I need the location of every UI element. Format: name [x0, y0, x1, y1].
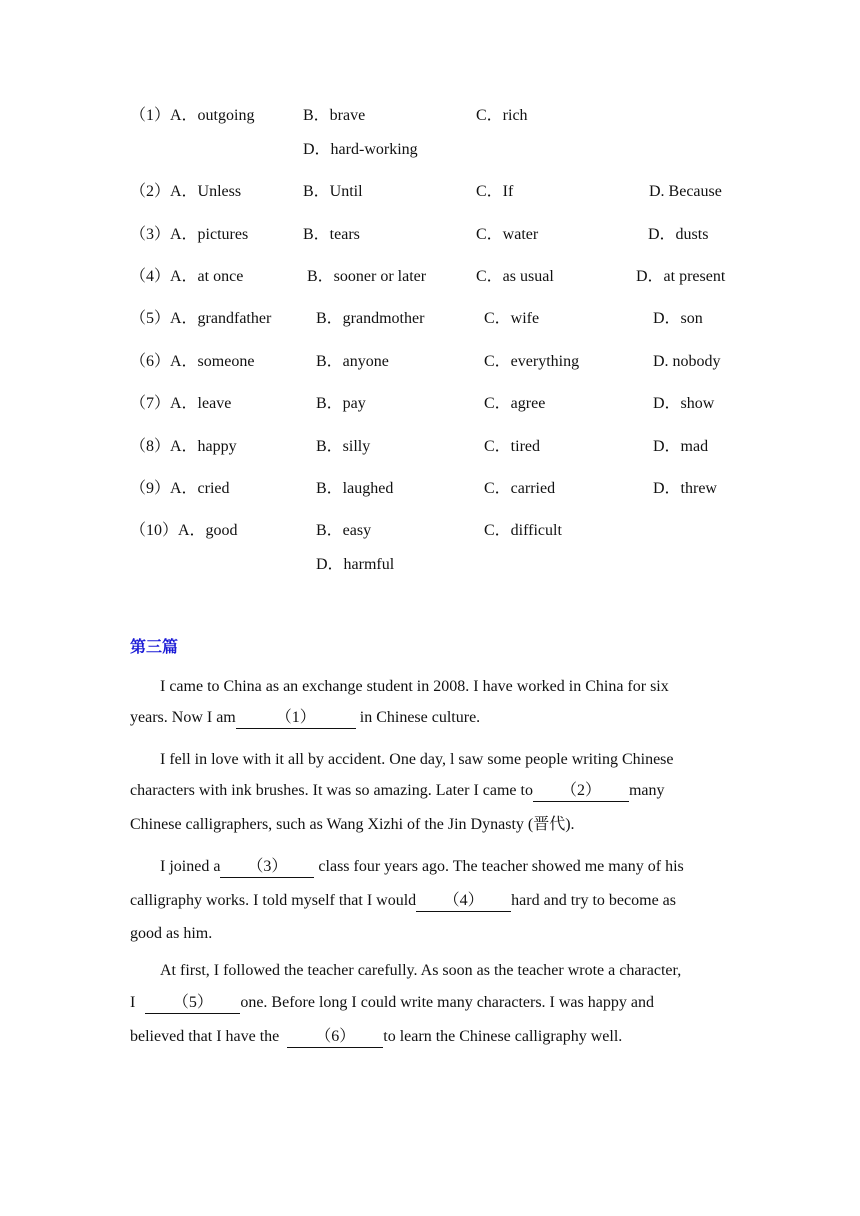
- passage-text: calligraphy works. I told myself that I would: [130, 892, 417, 909]
- passage-line: [130, 889, 676, 913]
- option-a: （9）A．cried: [130, 480, 230, 497]
- passage-line: [160, 675, 669, 699]
- option-c: C．wife: [484, 310, 540, 327]
- answer-blank-2: （2）: [533, 781, 629, 802]
- option-c: C．as usual: [476, 268, 554, 285]
- passage-text: Chinese calligraphers, such as Wang Xizhi of the Jin Dynasty (晋代).: [130, 816, 575, 833]
- passage-line: [130, 1025, 622, 1049]
- option-b: B．silly: [316, 438, 371, 455]
- option-c: C．tired: [484, 438, 540, 455]
- option-d: D．hard-working: [303, 141, 418, 158]
- passage-text: hard and try to become as: [511, 892, 676, 909]
- passage-text: many: [628, 782, 665, 799]
- section-title: 第三篇: [130, 637, 179, 656]
- passage-text: I joined a: [160, 858, 221, 875]
- option-b: B．pay: [316, 395, 366, 412]
- option-c: C．If: [476, 183, 514, 200]
- passage-line: [130, 706, 480, 730]
- option-d: D．dusts: [648, 226, 709, 243]
- answer-blank-6: （6）: [287, 1027, 383, 1048]
- passage-text: I came to China as an exchange student in 2008. I have worked in China for six: [160, 678, 669, 695]
- option-a: （5）A．grandfather: [130, 310, 272, 327]
- option-d: D．harmful: [316, 556, 395, 573]
- option-b: B．laughed: [316, 480, 394, 497]
- passage-text: in Chinese culture.: [355, 709, 481, 726]
- option-a: （7）A．leave: [130, 395, 232, 412]
- option-c: C．rich: [476, 107, 528, 124]
- option-c: C．water: [476, 226, 539, 243]
- option-a: （4）A．at once: [130, 268, 244, 285]
- option-a: （2）A．Unless: [130, 183, 242, 200]
- option-d: D. nobody: [653, 353, 721, 370]
- passage-text: characters with ink brushes. It was so amazing. Later I came to: [130, 782, 533, 799]
- option-a: （10）A．good: [130, 522, 238, 539]
- option-a: （3）A．pictures: [130, 226, 249, 243]
- option-d: D．mad: [653, 438, 709, 455]
- option-a: （6）A．someone: [130, 353, 255, 370]
- passage-text: good as him.: [130, 925, 213, 942]
- passage-text: to learn the Chinese calligraphy well.: [383, 1028, 623, 1045]
- option-b: B．anyone: [316, 353, 389, 370]
- option-a: （8）A．happy: [130, 438, 237, 455]
- passage-text: At first, I followed the teacher carefully. As soon as the teacher wrote a character,: [160, 962, 682, 979]
- passage-line: [160, 959, 681, 983]
- option-c: C．carried: [484, 480, 556, 497]
- passage-line: [130, 813, 575, 837]
- option-a: （1）A．outgoing: [130, 107, 255, 124]
- option-d: D．at present: [636, 268, 726, 285]
- option-b: B．sooner or later: [307, 268, 427, 285]
- option-c: C．agree: [484, 395, 546, 412]
- option-d: D．threw: [653, 480, 717, 497]
- option-b: B．Until: [303, 183, 363, 200]
- option-d: D．son: [653, 310, 703, 327]
- answer-blank-1: （1）: [236, 708, 356, 729]
- passage-text: years. Now I am: [130, 709, 236, 726]
- passage-text: believed that I have the: [130, 1028, 284, 1045]
- passage-text: class four years ago. The teacher showed me many of his: [314, 858, 684, 875]
- option-b: B．tears: [303, 226, 360, 243]
- option-c: C．everything: [484, 353, 580, 370]
- passage-text: I fell in love with it all by accident. One day, l saw some people writing Chinese: [160, 751, 674, 768]
- passage-line: [160, 855, 684, 879]
- passage-line: [130, 779, 665, 803]
- option-c: C．difficult: [484, 522, 562, 539]
- passage-text: one. Before long I could write many characters. I was happy and: [240, 994, 654, 1011]
- passage: [130, 0, 740, 1100]
- option-d: D．show: [653, 395, 715, 412]
- answer-blank-5: （5）: [145, 993, 240, 1014]
- answer-blank-3: （3）: [220, 857, 314, 878]
- answer-blank-4: （4）: [416, 891, 511, 912]
- option-b: B．grandmother: [316, 310, 425, 327]
- passage-line: [130, 922, 212, 946]
- passage-text: I: [130, 994, 140, 1011]
- passage-line: [130, 991, 654, 1015]
- option-b: B．brave: [303, 107, 366, 124]
- option-b: B．easy: [316, 522, 372, 539]
- passage-line: [160, 748, 674, 772]
- option-d: D. Because: [649, 183, 722, 200]
